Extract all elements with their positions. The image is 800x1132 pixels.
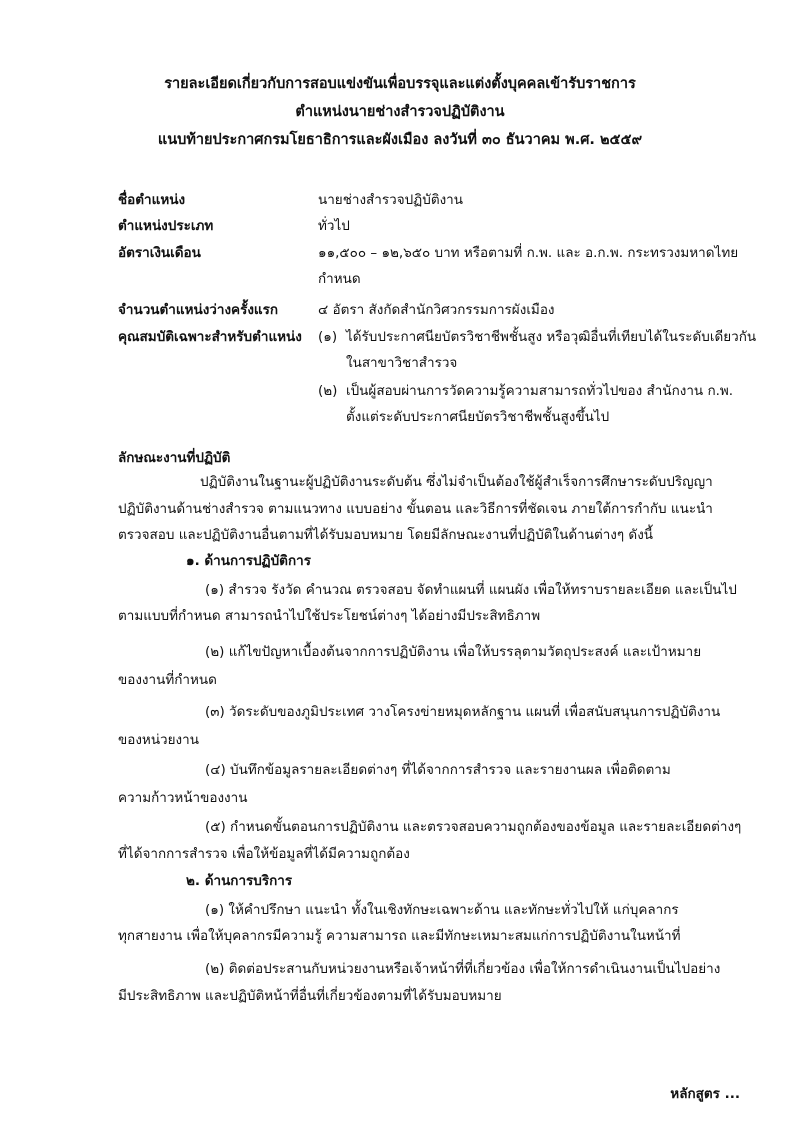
salary-label: อัตราเงินเดือน <box>118 245 201 261</box>
section-1-item-2-line-1: (๒) แก้ไขปัญหาเบื้องต้นจากการปฏิบัติงาน เพื่อให้บรรลุตามวัตถุประสงค์ และเป้าหมาย <box>205 644 702 660</box>
type-value: ทั่วไป <box>318 218 350 234</box>
qualification-1-line-2: ในสาขาวิชาสำรวจ <box>346 355 458 371</box>
salary-value-line-1: ๑๑,๕๐๐ – ๑๒,๖๕๐ บาท หรือตามที่ ก.พ. และ อ.ก.พ. กระทรวงมหาดไทย <box>318 245 739 261</box>
qualification-2-line-1: เป็นผู้สอบผ่านการวัดความรู้ความสามารถทั่วไปของ สำนักงาน ก.พ. <box>346 383 734 399</box>
section-1-item-4-line-2: ความก้าวหน้าของงาน <box>118 790 248 806</box>
qualification-label: คุณสมบัติเฉพาะสำหรับตำแหน่ง <box>118 329 302 345</box>
section-1-item-1-line-2: ตามแบบที่กำหนด สามารถนำไปใช้ประโยชน์ต่างๆ ได้อย่างมีประสิทธิภาพ <box>118 608 541 624</box>
section-1-item-4-line-1: (๔) บันทึกข้อมูลรายละเอียดต่างๆ ที่ได้จากการสำรวจ และรายงานผล เพื่อติดตาม <box>205 762 671 778</box>
qualification-2-line-2: ตั้งแต่ระดับประกาศนียบัตรวิชาชีพชั้นสูงขึ้นไป <box>346 409 610 425</box>
qualification-2-number: (๒) <box>318 383 338 399</box>
duties-intro-line-2: ปฏิบัติงานด้านช่างสำรวจ ตามแนวทาง แบบอย่าง ขั้นตอน และวิธีการที่ชัดเจน ภายใต้การกำกับ แนะนำ <box>118 501 713 517</box>
continued-footer: หลักสูตร ... <box>670 1086 740 1102</box>
duties-heading: ลักษณะงานที่ปฏิบัติ <box>118 450 231 466</box>
section-2-item-2-line-2: มีประสิทธิภาพ และปฏิบัติหน้าที่อื่นที่เกี่ยวข้องตามที่ได้รับมอบหมาย <box>118 988 502 1004</box>
duties-intro-line-1: ปฏิบัติงานในฐานะผู้ปฏิบัติงานระดับต้น ซึ่งไม่จำเป็นต้องใช้ผู้สำเร็จการศึกษาระดับปริญญา <box>200 474 713 490</box>
section-2-item-1-line-1: (๑) ให้คำปรึกษา แนะนำ ทั้งในเชิงทักษะเฉพาะด้าน และทักษะทั่วไปให้ แก่บุคลากร <box>205 902 679 918</box>
duties-intro-line-3: ตรวจสอบ และปฏิบัติงานอื่นตามที่ได้รับมอบหมาย โดยมีลักษณะงานที่ปฏิบัติในด้านต่างๆ ดังนี้ <box>118 527 654 543</box>
section-1-title: ๑. ด้านการปฏิบัติการ <box>186 553 311 569</box>
header-title-line-3: แนบท้ายประกาศกรมโยธาธิการและผังเมือง ลงวันที่ ๓๐ ธันวาคม พ.ศ. ๒๕๕๙ <box>157 132 643 148</box>
type-label: ตำแหน่งประเภท <box>118 218 214 234</box>
header-title-line-1: รายละเอียดเกี่ยวกับการสอบแข่งขันเพื่อบรรจุและแต่งตั้งบุคคลเข้ารับราชการ <box>164 76 636 92</box>
section-1-item-5-line-2: ที่ได้จากการสำรวจ เพื่อให้ข้อมูลที่ได้มีความถูกต้อง <box>118 846 410 862</box>
qualification-1-number: (๑) <box>318 329 338 345</box>
section-2-title: ๒. ด้านการบริการ <box>186 873 293 889</box>
section-1-item-2-line-2: ของงานที่กำหนด <box>118 672 217 688</box>
vacancy-label: จำนวนตำแหน่งว่างครั้งแรก <box>118 302 279 318</box>
salary-value-line-2: กำหนด <box>318 271 361 287</box>
position-value: นายช่างสำรวจปฏิบัติงาน <box>318 192 463 208</box>
section-2-item-1-line-2: ทุกสายงาน เพื่อให้บุคลากรมีความรู้ ความสามารถ และมีทักษะเหมาะสมแก่การปฏิบัติงานในหน้าที่ <box>118 928 681 944</box>
section-2-item-2-line-1: (๒) ติดต่อประสานกับหน่วยงานหรือเจ้าหน้าที่ที่เกี่ยวข้อง เพื่อให้การดำเนินงานเป็นไปอย่าง <box>205 961 721 977</box>
section-1-item-3-line-1: (๓) วัดระดับของภูมิประเทศ วางโครงข่ายหมุดหลักฐาน แผนที่ เพื่อสนับสนุนการปฏิบัติงาน <box>205 704 721 720</box>
vacancy-value: ๔ อัตรา สังกัดสำนักวิศวกรรมการผังเมือง <box>318 302 555 318</box>
header-title-line-2: ตำแหน่งนายช่างสำรวจปฏิบัติงาน <box>295 104 505 120</box>
section-1-item-3-line-2: ของหน่วยงาน <box>118 732 199 748</box>
section-1-item-1-line-1: (๑) สำรวจ รังวัด คำนวณ ตรวจสอบ จัดทำแผนที่ แผนผัง เพื่อให้ทราบรายละเอียด และเป็นไป <box>205 582 737 598</box>
position-label: ชื่อตำแหน่ง <box>118 192 186 208</box>
section-1-item-5-line-1: (๕) กำหนดขั้นตอนการปฏิบัติงาน และตรวจสอบความถูกต้องของข้อมูล และรายละเอียดต่างๆ <box>205 819 742 835</box>
qualification-1-line-1: ได้รับประกาศนียบัตรวิชาชีพชั้นสูง หรือวุฒิอื่นที่เทียบได้ในระดับเดียวกัน <box>346 329 757 345</box>
